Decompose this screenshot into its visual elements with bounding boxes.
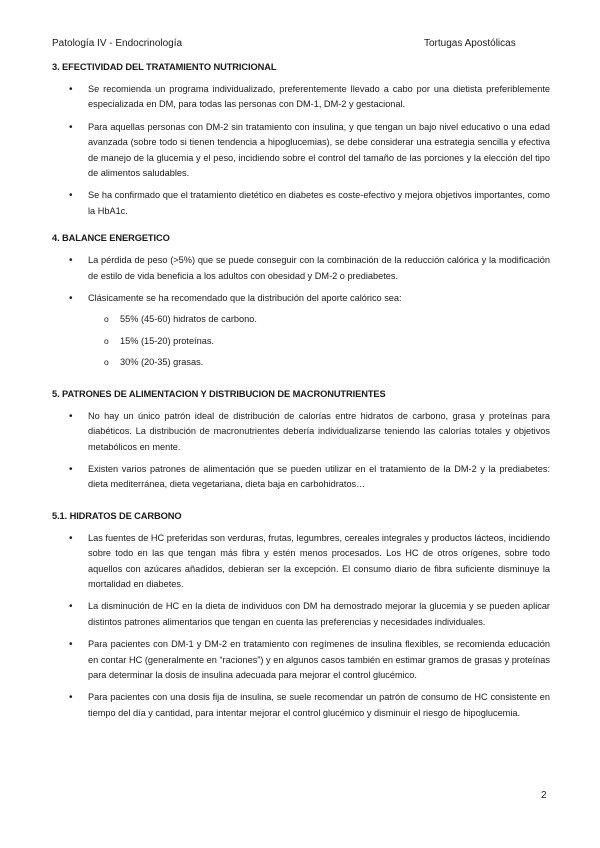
- section-title: 4. BALANCE ENERGETICO: [52, 233, 170, 244]
- section-title: 5. PATRONES DE ALIMENTACION Y DISTRIBUCION DE MACRONUTRIENTES: [52, 388, 386, 399]
- sub-list-item: o 15% (15-20) proteínas.: [88, 334, 550, 349]
- bullet-list: [52, 253, 550, 370]
- section-hidratos: [52, 511, 550, 721]
- page-content: [52, 62, 550, 735]
- list-item: • Las fuentes de HC preferidas son verduras, frutas, legumbres, cereales integrales y productos lácteos, incidiendo sobre todo en las que tengan más fibra y estén menos procesados. Los HC de otros orígenes, sobre todo aquellos con azúcares añadidos, debieran ser la excepción. El consumo diario de fibra suficiente disminuye la mortalidad en diabetes.: [52, 531, 550, 593]
- list-item: [52, 291, 550, 371]
- page-number: 2: [541, 790, 547, 801]
- list-item: • Se ha confirmado que el tratamiento dietético en diabetes es coste-efectivo y mejora objetivos importantes, como la HbA1c.: [52, 188, 550, 219]
- bullet-list: [52, 531, 550, 721]
- header-subject: Patología IV - Endocrinología: [52, 38, 183, 49]
- sub-list: [88, 312, 550, 370]
- list-item: • La disminución de HC en la dieta de individuos con DM ha demostrado mejorar la glucemia y se pueden aplicar distintos patrones alimentarios que tengan en cuenta las preferencias y necesidades individuales.: [52, 599, 550, 630]
- list-item: • Para pacientes con DM-1 y DM-2 en tratamiento con regímenes de insulina flexibles, se recomienda educación en contar HC (generalmente en “raciones”) y en algunos casos también en estimar gramos de grasas y proteínas para determinar la dosis de insulina adecuada para mejorar el control glucémico.: [52, 637, 550, 683]
- bullet-list: [52, 82, 550, 219]
- list-item: • Se recomienda un programa individualizado, preferentemente llevado a cabo por una dietista preferiblemente especializada en DM, para todas las personas con DM-1, DM-2 y gestacional.: [52, 82, 550, 113]
- sub-list-item: o 30% (20-35) grasas.: [88, 355, 550, 370]
- list-item: • La pérdida de peso (>5%) que se puede conseguir con la combinación de la reducción calórica y la modificación de estilo de vida beneficia a los adultos con obesidad y DM-2 o prediabetes.: [52, 253, 550, 284]
- list-item: • Para aquellas personas con DM-2 sin tratamiento con insulina, y que tengan un bajo nivel educativo o una edad avanzada (sobre todo si tienen tendencia a hipoglucemias), se debe considerar una estrategia sencilla y efectiva de manejo de la glucemia y el peso, incidiendo sobre el control del tamaño de las porciones y la elección del tipo de alimentos saludables.: [52, 120, 550, 182]
- section-efectividad: [52, 62, 550, 219]
- list-item: • Existen varios patrones de alimentación que se pueden utilizar en el tratamiento de la DM-2 y la prediabetes: dieta mediterránea, dieta vegetariana, dieta baja en carbohidratos…: [52, 462, 550, 493]
- bullet-list: [52, 409, 550, 493]
- sub-list-item: o 55% (45-60) hidratos de carbono.: [88, 312, 550, 327]
- section-title: 5.1. HIDRATOS DE CARBONO: [52, 510, 182, 521]
- list-item-text: Clásicamente se ha recomendado que la distribución del aporte calórico sea:: [88, 293, 402, 304]
- section-patrones: [52, 389, 550, 493]
- section-balance-energetico: [52, 233, 550, 370]
- header-author: Tortugas Apostólicas: [424, 38, 516, 49]
- section-title: 3. EFECTIVIDAD DEL TRATAMIENTO NUTRICIONAL: [52, 62, 277, 72]
- list-item: • Para pacientes con una dosis fija de insulina, se suele recomendar un patrón de consumo de HC consistente en tiempo del día y cantidad, para intentar mejorar el control glucémico y disminuir el riesgo de hipoglucemia.: [52, 690, 550, 721]
- list-item: • No hay un único patrón ideal de distribución de calorías entre hidratos de carbono, grasa y proteínas para diabéticos. La distribución de macronutrientes debería individualizarse teniendo las calorías totales y objetivos metabólicos en mente.: [52, 409, 550, 455]
